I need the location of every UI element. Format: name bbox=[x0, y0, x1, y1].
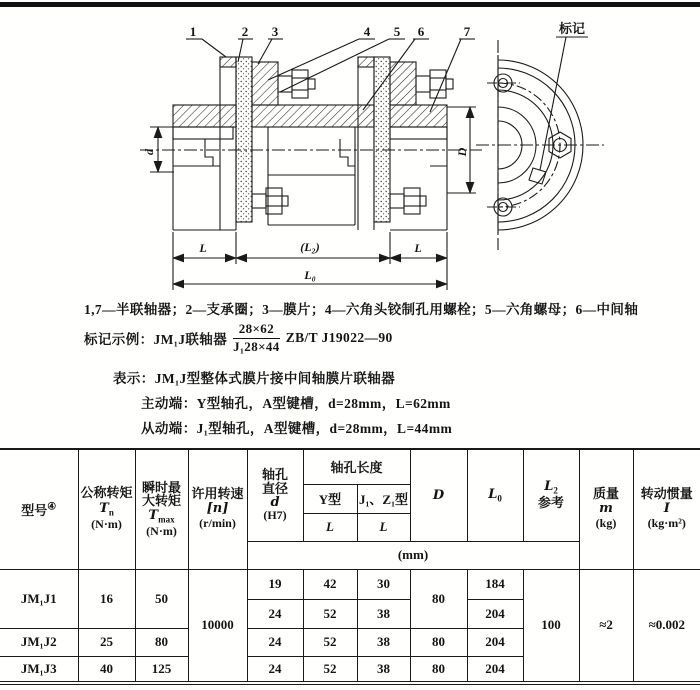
col-header-model: 型号④ bbox=[0, 449, 78, 569]
model-cell: JM₁J3 bbox=[0, 656, 78, 683]
callout-leaders bbox=[186, 39, 475, 112]
coupling-drawing bbox=[0, 0, 700, 296]
table-row: 24 52 38 204 bbox=[0, 599, 700, 628]
dim-label-L0: L₀ bbox=[304, 268, 316, 282]
dim-label-D: D bbox=[455, 147, 469, 157]
col-header-max-torque: 瞬时最 大转矩 $T_{max}$ (N·m) bbox=[135, 449, 188, 569]
callout-5: 5 bbox=[393, 24, 401, 39]
dim-label-L-right: L bbox=[414, 241, 422, 255]
col-header-bore-diameter: 轴孔 直径 d (H7) bbox=[247, 449, 303, 541]
col-header-bore-length: 轴孔长度 bbox=[303, 449, 410, 484]
dimension-lines bbox=[150, 107, 476, 290]
fraction-numerator: 28×62 bbox=[233, 322, 280, 339]
designation-meaning: 表示：JM₁J型整体式膜片接中间轴膜片联轴器 bbox=[113, 371, 396, 386]
mark-example-line bbox=[84, 320, 393, 356]
designation-fraction bbox=[233, 322, 280, 355]
callout-6: 6 bbox=[417, 24, 425, 39]
callout-7: 7 bbox=[463, 24, 471, 39]
diaphragm-pack-right bbox=[358, 57, 453, 230]
driven-end-note: 从动端：J₁型轴孔，A型键槽，d=28mm，L=44mm bbox=[141, 421, 453, 436]
drive-end-note: 主动端：Y型轴孔，A型键槽，d=28mm，L=62mm bbox=[141, 396, 451, 411]
standard-ref: ZB/T J19022—90 bbox=[285, 330, 393, 345]
unit-row-mm: (mm) bbox=[247, 541, 579, 569]
table-row: JM₁J3 40 125 24 52 38 80 204 bbox=[0, 656, 700, 683]
end-view bbox=[476, 37, 604, 250]
table-row: JM₁J1 16 50 10000 19 42 30 80 184 100 ≈2 ≈0.002 bbox=[0, 569, 700, 599]
col-header-L0: $L_0$ bbox=[467, 449, 523, 541]
col-header-nominal-torque: 公称转矩 $T_n$ (N·m) bbox=[78, 449, 135, 569]
page-top-rule bbox=[0, 2, 700, 7]
col-header-D: D bbox=[410, 449, 467, 541]
model-cell: JM₁J1 bbox=[0, 569, 78, 628]
parts-legend: 1,7—半联轴器；2—支承圈；3—膜片；4—六角头铰制孔用螺栓；5—六角螺母；6—中间轴 bbox=[84, 302, 639, 317]
model-footnote-mark: ④ bbox=[47, 501, 57, 513]
col-header-L2: $L_2$ 参考 bbox=[523, 449, 579, 541]
callout-3: 3 bbox=[271, 24, 279, 39]
table-row: JM₁J2 25 80 24 52 38 80 204 bbox=[0, 628, 700, 656]
subheader-L-jz: L bbox=[357, 513, 410, 541]
col-header-speed: 许用转速 [n] (r/min) bbox=[188, 449, 247, 569]
subheader-L-y: L bbox=[303, 513, 357, 541]
col-header-inertia: 转动惯量 I (kg·m²) bbox=[633, 449, 700, 569]
section-view bbox=[140, 37, 604, 290]
callout-2: 2 bbox=[241, 24, 249, 39]
subheader-J1Z1-type: J₁、Z₁型 bbox=[357, 484, 410, 513]
dim-label-L-left: L bbox=[199, 241, 207, 255]
mark-example-prefix: 标记示例：JM₁J联轴器 bbox=[84, 332, 228, 347]
spec-table bbox=[0, 448, 700, 685]
mark-label: 标记 bbox=[558, 21, 586, 36]
dim-label-L2: (L₂) bbox=[300, 240, 320, 254]
callout-4: 4 bbox=[363, 24, 371, 39]
model-cell: JM₁J2 bbox=[0, 628, 78, 656]
dim-label-d: d bbox=[142, 149, 156, 155]
col-header-mass: 质量 m (kg) bbox=[579, 449, 633, 569]
subheader-Y-type: Y型 bbox=[303, 484, 357, 513]
callout-1: 1 bbox=[189, 24, 197, 39]
fraction-denominator: J₁28×44 bbox=[233, 338, 280, 354]
